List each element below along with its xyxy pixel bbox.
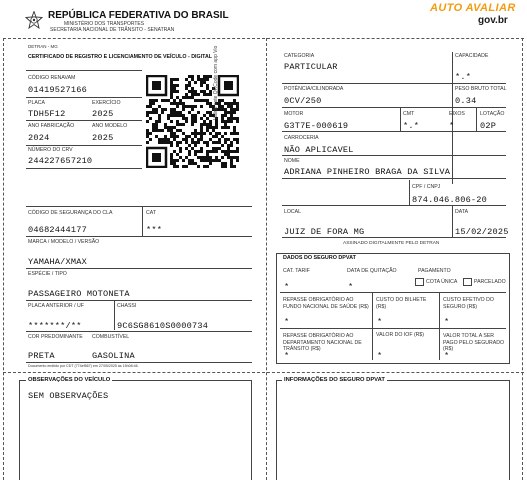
chassi-value: 9C6SG8610S0000734	[117, 321, 209, 331]
eixos-value: *	[449, 121, 455, 131]
custo-efetivo-label: CUSTO EFETIVO DO SEGURO (R$)	[443, 297, 494, 310]
cat-tarif-label: CAT. TARIF	[283, 268, 310, 274]
crv-label: NÚMERO DO CRV	[28, 147, 73, 153]
motor-value: G3T7E-000619	[284, 121, 349, 131]
ano-modelo-value: 2025	[92, 133, 114, 143]
center-fold-line	[266, 38, 267, 480]
categoria-value: PARTICULAR	[284, 62, 338, 72]
pagamento-label: PAGAMENTO	[418, 268, 451, 274]
data-quitacao-label: DATA DE QUITAÇÃO	[347, 268, 397, 274]
ano-modelo-label: ANO MODELO	[92, 123, 128, 129]
motor-label: MOTOR	[284, 111, 304, 117]
autoavaliar-logo: AUTO AVALIAR	[430, 2, 516, 14]
observacoes-title: OBSERVAÇÕES DO VEÍCULO	[28, 377, 111, 383]
capacidade-label: CAPACIDADE	[455, 53, 489, 59]
cpf-value: 874.046.806-20	[412, 195, 487, 205]
cpf-label: CPF / CNPJ	[412, 184, 441, 190]
eixos-label: EIXOS	[449, 111, 465, 117]
govbr-logo: gov.br	[478, 15, 508, 26]
lotacao-value: 02P	[480, 121, 497, 131]
custo-bilhete-label: CUSTO DO BILHETE (R$)	[376, 297, 427, 310]
exercicio-value: 2025	[92, 109, 114, 119]
info-dpvat-box	[276, 377, 510, 480]
cota-unica-label: COTA ÚNICA	[426, 279, 458, 285]
cat-value: ***	[146, 225, 163, 235]
local-value: JUIZ DE FORA MG	[284, 227, 365, 237]
cota-unica-checkbox[interactable]	[415, 278, 424, 286]
footnote: Documento emitido por CDT (774ef567) em 27/05/2025 às 15h08:46.	[28, 364, 139, 368]
nome-label: NOME	[284, 158, 300, 164]
potencia-value: 0CV/250	[284, 96, 322, 106]
signature-text: ASSINADO DIGITALMENTE PELO DETRAN	[343, 241, 440, 246]
chassi-label: CHASSI	[117, 303, 137, 309]
data-value: 15/02/2025	[455, 227, 509, 237]
cor-value: PRETA	[28, 351, 55, 361]
ano-fabricacao-label: ANO FABRICAÇÃO	[28, 123, 75, 129]
dpvat-title: DADOS DO SEGURO DPVAT	[283, 255, 356, 261]
peso-value: 0.34	[455, 96, 477, 106]
valor-total-value: *	[444, 351, 450, 361]
data-label: DATA	[455, 209, 469, 215]
qr-code	[146, 75, 239, 168]
valor-iof-value: *	[377, 351, 383, 361]
marca-value: YAMAHA/XMAX	[28, 257, 87, 267]
seg-cla-value: 04682444177	[28, 225, 87, 235]
repasse-fns-value: *	[284, 317, 290, 327]
cat-tarif-value: *	[284, 282, 290, 292]
top-cut-line	[3, 38, 524, 39]
cat-label: CAT	[146, 210, 156, 216]
carroceria-value: NÃO APLICAVEL	[284, 145, 354, 155]
document-title: CERTIFICADO DE REGISTRO E LICENCIAMENTO DE VEÍCULO - DIGITAL	[28, 54, 213, 60]
repasse-dnt-label: REPASSE OBRIGATÓRIO AO DEPARTAMENTO NACIONAL DE TRÂNSITO (R$)	[283, 333, 362, 352]
detran-code: DETRAN - MG	[28, 44, 58, 49]
mid-cut-line	[3, 372, 524, 373]
custo-efetivo-value: *	[444, 317, 450, 327]
observacoes-value: SEM OBSERVAÇÕES	[28, 391, 109, 401]
combustivel-value: GASOLINA	[92, 351, 135, 361]
custo-bilhete-value: *	[377, 317, 383, 327]
info-dpvat-title: INFORMAÇÕES DO SEGURO DPVAT	[284, 377, 385, 383]
placa-value: TDH5F12	[28, 109, 66, 119]
secretariat-title: SECRETARIA NACIONAL DE TRÂNSITO - SENATRAN	[50, 27, 175, 33]
carroceria-label: CARROCERIA	[284, 135, 319, 141]
lotacao-label: LOTAÇÃO	[480, 111, 505, 117]
placa-label: PLACA	[28, 100, 46, 106]
renavam-value: 01419527166	[28, 85, 87, 95]
exercicio-label: EXERCÍCIO	[92, 100, 121, 106]
categoria-label: CATEGORIA	[284, 53, 315, 59]
combustivel-label: COMBUSTÍVEL	[92, 334, 130, 340]
cor-label: COR PREDOMINANTE	[28, 334, 83, 340]
repasse-dnt-value: *	[284, 351, 290, 361]
parcelado-label: PARCELADO	[474, 279, 506, 285]
potencia-label: POTÊNCIA/CILINDRADA	[284, 86, 344, 92]
crv-value: 244227657210	[28, 156, 93, 166]
renavam-label: CÓDIGO RENAVAM	[28, 75, 76, 81]
especie-label: ESPÉCIE / TIPO	[28, 271, 67, 277]
peso-label: PESO BRUTO TOTAL	[455, 86, 507, 92]
repasse-fns-label: REPASSE OBRIGATÓRIO AO FUNDO NACIONAL DE SAÚDE (R$)	[283, 297, 369, 310]
cmt-value: *.*	[403, 121, 420, 131]
parcelado-checkbox[interactable]	[463, 278, 472, 286]
placa-anterior-label: PLACA ANTERIOR / UF	[28, 303, 84, 309]
qr-code-graphic	[146, 75, 239, 168]
valor-total-label: VALOR TOTAL A SER PAGO PELO SEGURADO (R$)	[443, 333, 505, 352]
country-title: REPÚBLICA FEDERATIVA DO BRASIL	[48, 10, 229, 21]
capacidade-value: *.*	[455, 72, 472, 82]
nome-value: ADRIANA PINHEIRO BRAGA DA SILVA	[284, 167, 451, 177]
seg-cla-label: CÓDIGO DE SEGURANÇA DO CLA	[28, 210, 113, 216]
local-label: LOCAL	[284, 209, 302, 215]
brasil-coat-of-arms-icon	[25, 11, 43, 29]
marca-label: MARCA / MODELO / VERSÃO	[28, 239, 100, 245]
ministry-title: MINISTÉRIO DOS TRANSPORTES	[64, 21, 145, 27]
especie-value: PASSAGEIRO MOTONETA	[28, 289, 130, 299]
left-edge-line	[3, 38, 4, 480]
right-edge-line	[522, 38, 523, 480]
cmt-label: CMT	[403, 111, 415, 117]
data-quitacao-value: *	[348, 282, 354, 292]
qr-caption: Valide este QRCode com app Vio	[213, 45, 219, 120]
ano-fabricacao-value: 2024	[28, 133, 50, 143]
valor-iof-label: VALOR DO IOF (R$)	[376, 332, 425, 338]
placa-anterior-value: *******/**	[28, 321, 82, 331]
